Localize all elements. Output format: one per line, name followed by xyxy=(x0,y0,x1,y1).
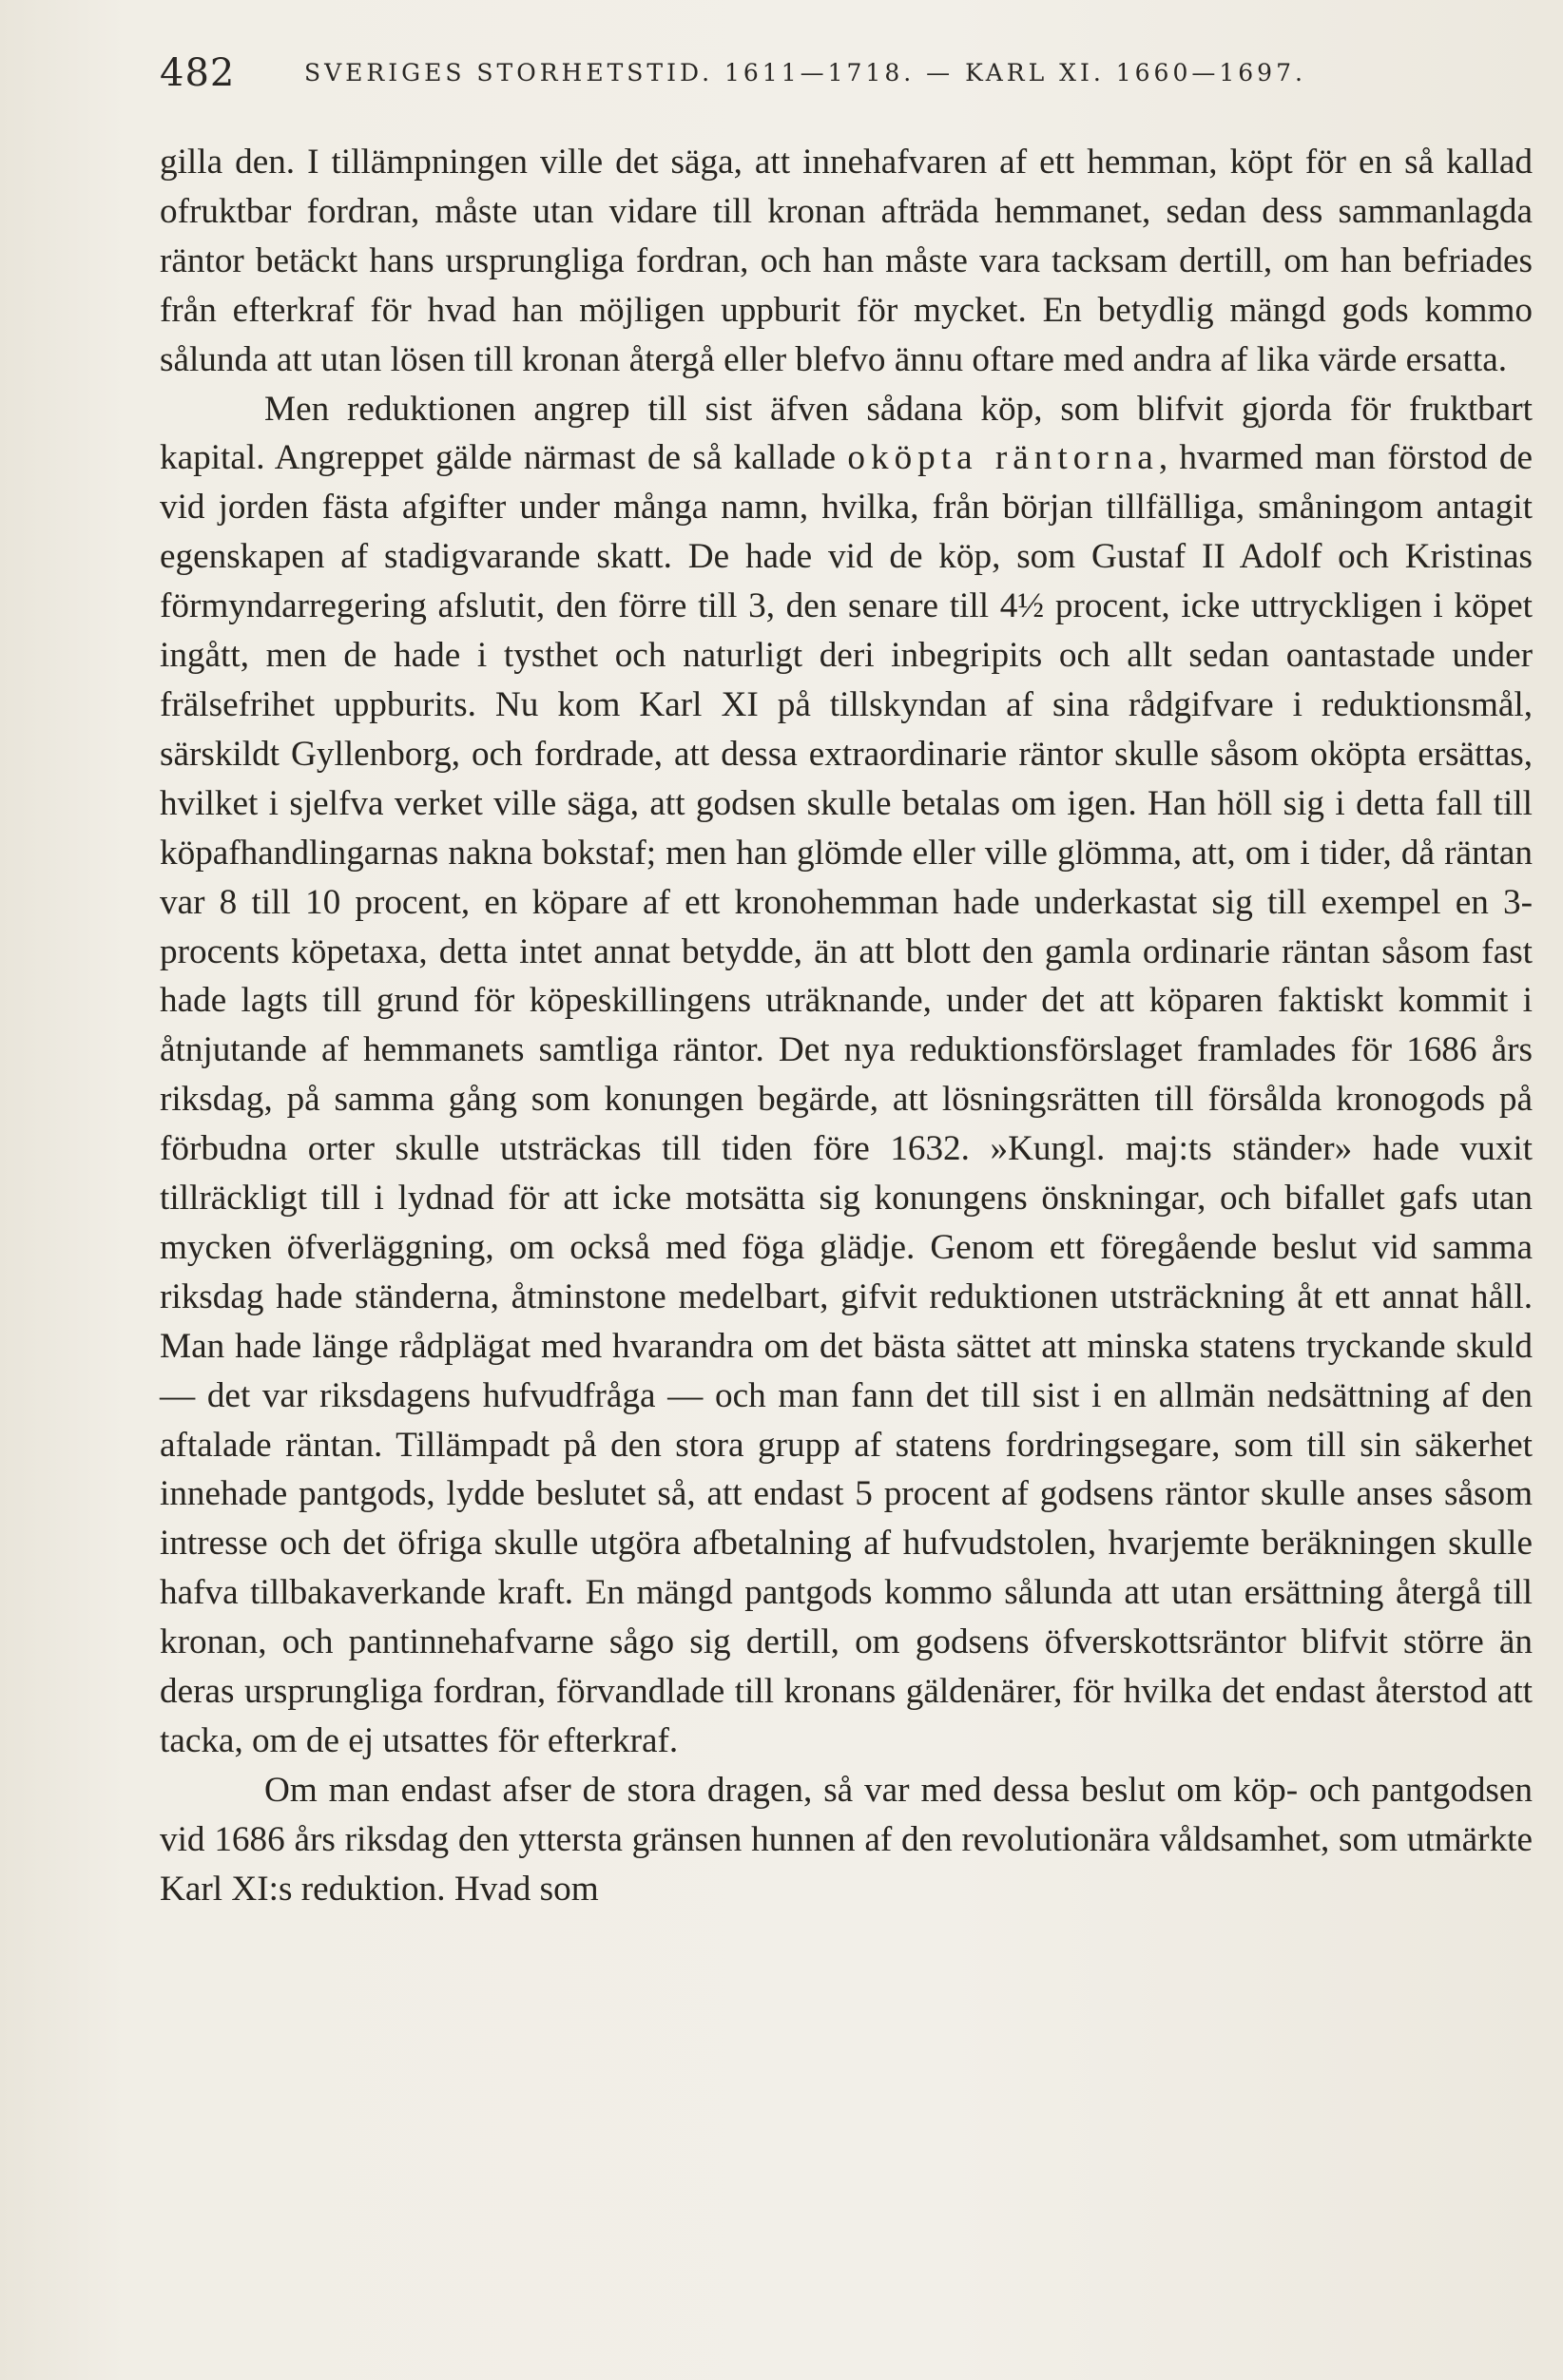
paragraph-2-end: , hvarmed man förstod de vid jorden fästa afgifter under många namn, hvilka, från början tillfälliga, småningom antagit egenskapen af stadigvarande skatt. De hade vid de köp, som Gustaf II Adolf och Kristinas förmyndarregering afslutit, den förre till 3, den senare till 4½ procent, icke uttryckligen i köpet ingått, men de hade i tysthet och naturligt deri inbegripits och allt sedan oantastade under frälsefrihet uppburits. Nu kom Karl XI på tillskyndan af sina rådgifvare i reduktionsmål, särskildt Gyllenborg, och fordrade, att dessa extraordinarie räntor skulle såsom oköpta ersättas, hvilket i sjelfva verket ville säga, att godsen skulle betalas om igen. Han höll sig i detta fall till köpafhandlingarnas nakna bokstaf; men han glömde eller ville glömma, att, om i tider, då räntan var 8 till 10 procent, en köpare af ett kronohemman hade underkastat sig till exempel en 3-procents köpetaxa, detta intet annat betydde, än att blott den gamla ordinarie räntan såsom fast hade lagts till grund för köpeskillingens uträknande, under det att köparen faktiskt kommit i åtnjutande af hemmanets samtliga räntor. Det nya reduktionsförslaget framlades för 1686 års riksdag, på samma gång som konungen begärde, att lösningsrätten till försålda kronogods på förbudna orter skulle utsträckas till tiden före 1632. »Kungl. maj:ts ständer» hade vuxit tillräckligt till i lydnad för att icke motsätta sig konungens önskningar, och bifallet gafs utan mycken öfverläggning, om också med föga glädje. Genom ett föregående beslut vid samma riksdag hade ständerna, åtminstone medelbart, gifvit reduktionen utsträckning åt ett annat håll. Man hade länge rådplägat med hvarandra om det bästa sättet att minska statens tryckande skuld — det var riksdagens hufvudfråga — och man fann det till sist i en allmän nedsättning af den aftalade räntan. Tillämpadt på den stora grupp af statens fordringsegare, som till sin säkerhet innehade pantgods, lydde beslutet så, att endast 5 procent af godsens räntor skulle anses såsom intresse och det öfriga skulle utgöra afbetalning af hufvudstolen, hvarjemte beräkningen skulle hafva tillbakaverkande kraft. En mängd pantgods kommo sålunda att utan ersättning återgå till kronan, och pantinnehafvarne sågo sig dertill, om godsens öfverskottsräntor blifvit större än deras ursprungliga fordran, förvandlade till kronans gäldenärer, för hvilka det endast återstod att tacka, om de ej utsattes för efterkraf. xyxy=(160,438,1533,1760)
paragraph-1: gilla den. I tillämpningen ville det säga, att innehafvaren af ett hemman, köpt för en så kallad ofruktbar fordran, måste utan vidare till kronan afträda hemmanet, sedan dess sammanlagda räntor betäckt hans ursprungliga fordran, och han måste vara tacksam dertill, om han befriades från efterkraf för hvad han möjligen uppburit för mycket. En betydlig mängd gods kommo sålunda att utan lösen till kronan återgå eller blefvo ännu oftare med andra af lika värde ersatta. xyxy=(160,143,1533,379)
paragraph-2-spaced-term: oköpta räntorna xyxy=(847,438,1159,478)
running-head: SVERIGES STORHETSTID. 1611—1718. — KARL XI. 1660—1697. xyxy=(304,59,1306,86)
page-number: 482 xyxy=(160,51,236,95)
paragraph-2 xyxy=(160,385,1533,1766)
page-header xyxy=(160,51,1405,99)
body-text xyxy=(160,138,1533,1914)
paragraph-2-start: Men reduktionen angrep till sist äfven sådana köp, som blifvit gjorda för fruktbart kapital. Angreppet gälde närmast de så kallade xyxy=(160,389,1533,478)
paragraph-3: Om man endast afser de stora dragen, så var med dessa beslut om köp- och pantgodsen vid 1686 års riksdag den yttersta gränsen hunnen af den revolutionära våldsamhet, som utmärkte Karl XI:s reduktion. Hvad som xyxy=(160,1770,1533,1909)
